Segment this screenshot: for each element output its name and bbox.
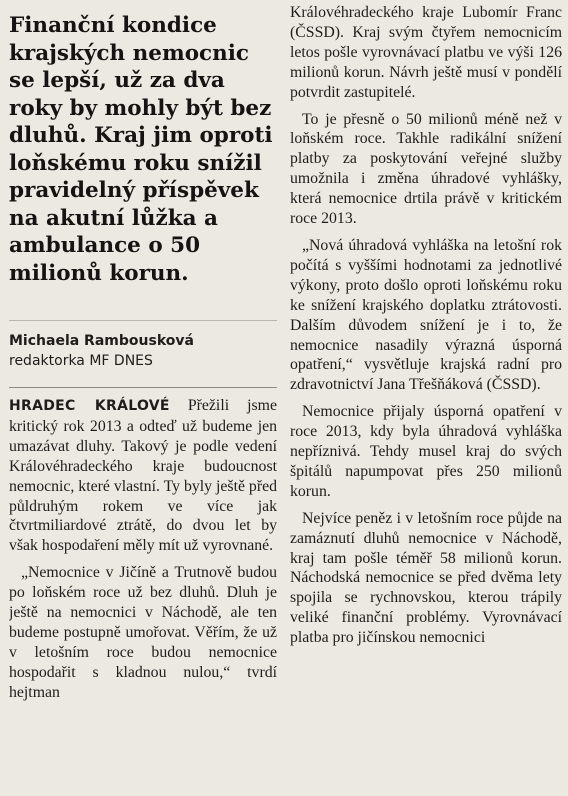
author-name: Michaela Rambousková: [9, 333, 194, 349]
author-role: redaktorka MF DNES: [9, 353, 153, 369]
dateline: HRADEC KRÁLOVÉ: [9, 398, 170, 414]
body-paragraph: Nejvíce peněz i v letošním roce půjde na zamáznutí dluhů nemocnice v Náchodě, kraj tam pošle téměř 58 milionů korun. Náchodská nemocnice se před dvěma lety spojila se rychnovskou, kterou trápily veliké finanční problémy. Vyrovnávací platba pro jičínskou nemocnici: [290, 509, 562, 647]
right-column: [290, 3, 562, 739]
right-column-body: [290, 3, 562, 739]
left-column-body: [9, 396, 277, 796]
body-paragraph: [9, 396, 277, 556]
body-paragraph: „Nemocnice v Jičíně a Trutnově budou po loňském roce už bez dluhů. Dluh je ještě na nemocnici v Náchodě, ale ten budeme postupně umořovat. Věřím, že už v letošním roce budou nemocnice hospodařit s kladnou nulou,“ tvrdí hejtman: [9, 564, 277, 701]
article-headline: Finanční kondice krajských nemocnic se lepší, už za dva roky by mohly být bez dluhů. Kraj jim oproti loňskému roku snížil pravidelný příspěvek na akutní lůžka a ambulance o 50 milionů korun.: [9, 13, 273, 286]
body-paragraph: Královéhradeckého kraje Lubomír Franc (ČSSD). Kraj svým čtyřem nemocnicím letos pošle vyrovnávací platbu ve výši 126 milionů korun. Návrh ještě musí v pondělí potvrdit zastupitelé.: [290, 4, 562, 101]
divider: [9, 387, 277, 388]
divider: [9, 320, 277, 321]
left-column: [9, 12, 277, 796]
body-paragraph: „Nová úhradová vyhláška na letošní rok počítá s vyššími hodnotami za jednotlivé výkony, proto došlo oproti loňskému roku ke snížení krajského doplatku ztrátovosti. Dalším důvodem snížení je i to, že nemocnice nasadily výrazná úsporná opatření,“ vysvětluje krajská radní pro zdravotnictví Jana Třešňáková (ČSSD).: [290, 236, 562, 394]
body-paragraph: To je přesně o 50 milionů méně než v loňském roce. Takhle radikální snížení platby za poskytování veřejné služby umožnila i změna úhradové vyhlášky, která nemocnice drtila právě v kritickém roce 2013.: [290, 110, 562, 228]
paragraph-text: Přežili jsme kritický rok 2013 a odteď už budeme jen umazávat dluhy. Takový je podle vedení Královéhradeckého kraje budoucnost nemocnic, které vlastní. Ty byly ještě před půldruhým rokem ve více jak čtvrtmiliardové ztrátě, do dvou let by však hospodaření měly mít už vyrovnané.: [9, 397, 277, 555]
body-paragraph: Nemocnice přijaly úsporná opatření v roce 2013, kdy byla úhradová vyhláška nepříznivá. Tehdy musel kraj do svých špitálů napumpovat přes 250 milionů korun.: [290, 403, 562, 500]
